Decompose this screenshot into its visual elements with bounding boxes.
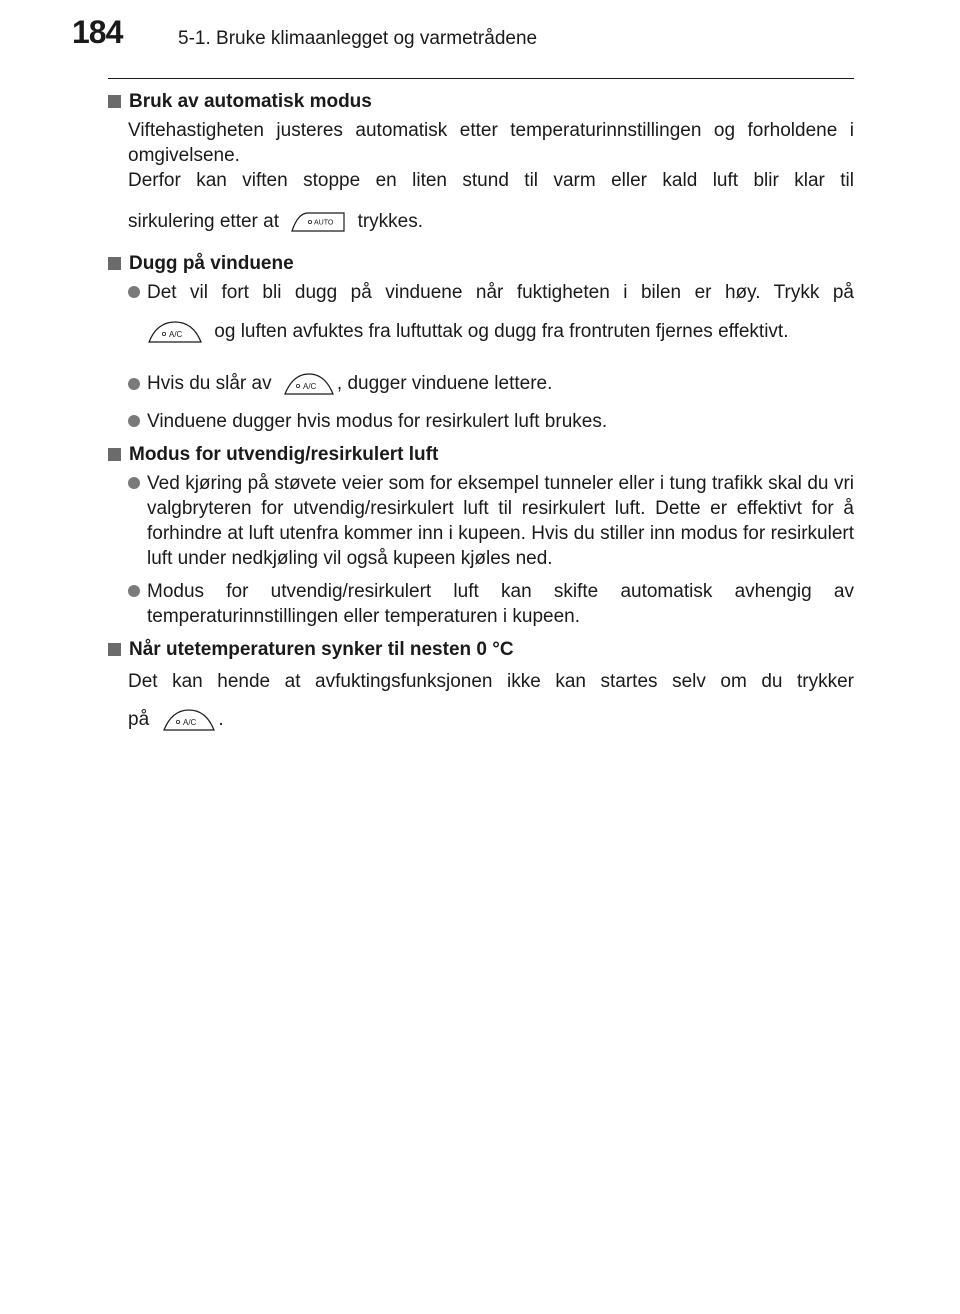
bullet-text: Hvis du slår av bbox=[147, 373, 272, 394]
heading-text: Bruk av automatisk modus bbox=[129, 91, 372, 112]
paragraph: Viftehastigheten justeres automatisk etter temperaturinnstillingen og forholdene i omgivelsene. bbox=[128, 120, 854, 166]
page-number: 184 bbox=[72, 14, 123, 50]
round-bullet-icon bbox=[128, 415, 140, 427]
heading-text: Dugg på vinduene bbox=[129, 253, 294, 274]
square-bullet-icon bbox=[108, 643, 121, 656]
square-bullet-icon bbox=[108, 95, 121, 108]
bullet-item bbox=[128, 367, 854, 401]
ac-button-label: A/C bbox=[183, 717, 197, 727]
bullet-line bbox=[147, 315, 854, 349]
section-heading bbox=[108, 89, 854, 115]
paragraph-text: . bbox=[218, 709, 224, 730]
round-bullet-icon bbox=[128, 378, 140, 390]
section-heading bbox=[108, 442, 854, 468]
bullet-item bbox=[128, 579, 854, 629]
square-bullet-icon bbox=[108, 448, 121, 461]
paragraph-text: trykkes. bbox=[357, 211, 424, 232]
auto-button-icon bbox=[290, 211, 346, 233]
paragraph: Det kan hende at avfuktingsfunksjonen ikke kan startes selv om du trykker bbox=[128, 671, 854, 692]
chapter-title: 5-1. Bruke klimaanlegget og varmetrådene bbox=[178, 28, 538, 49]
ac-button-icon bbox=[162, 708, 216, 732]
ac-button-label: A/C bbox=[169, 329, 183, 339]
square-bullet-icon bbox=[108, 257, 121, 270]
section-automatic-mode bbox=[108, 89, 854, 241]
auto-button-label: AUTO bbox=[314, 219, 334, 227]
round-bullet-icon bbox=[128, 585, 140, 597]
ac-button-icon bbox=[283, 372, 335, 396]
bullet-text: , dugger vinduene lettere. bbox=[336, 373, 553, 394]
section-zero-degrees bbox=[108, 637, 854, 738]
heading-text: Når utetemperaturen synker til nesten 0 °C bbox=[129, 639, 514, 660]
ac-button-icon bbox=[147, 320, 203, 344]
bullet-item bbox=[128, 280, 854, 349]
bullet-text: Det vil fort bli dugg på vinduene når fuktigheten i bilen er høy. Trykk på bbox=[147, 282, 854, 303]
bullet-item bbox=[128, 409, 854, 434]
round-bullet-icon bbox=[128, 477, 140, 489]
section-window-fog bbox=[108, 251, 854, 434]
page-content bbox=[108, 89, 854, 738]
paragraph-text: på bbox=[128, 709, 150, 730]
round-bullet-icon bbox=[128, 286, 140, 298]
section-air-mode bbox=[108, 442, 854, 629]
paragraph-text: sirkulering etter at bbox=[128, 211, 280, 232]
header-divider bbox=[108, 78, 854, 79]
section-heading bbox=[108, 251, 854, 277]
paragraph: Derfor kan viften stoppe en liten stund til varm eller kald luft blir klar til bbox=[128, 170, 854, 191]
paragraph bbox=[128, 203, 854, 241]
bullet-text: Modus for utvendig/resirkulert luft kan skifte automatisk avhengig av temperaturinnstillingen eller temperaturen i kupeen. bbox=[147, 581, 854, 627]
heading-text: Modus for utvendig/resirkulert luft bbox=[129, 444, 439, 465]
page-header bbox=[0, 0, 960, 80]
bullet-text: Ved kjøring på støvete veier som for eksempel tunneler eller i tung trafikk skal du vri valgbryteren for utvendig/resirkulert luft til resirkulert luft. Dette er effektivt for å forhindre at luft utenfra kommer inn i kupeen. Hvis du stiller inn modus for resirkulert luft under nedkjøling vil også kupeen kjøles ned. bbox=[147, 473, 854, 569]
paragraph bbox=[128, 702, 854, 738]
section-heading bbox=[108, 637, 854, 663]
bullet-item bbox=[128, 471, 854, 571]
ac-button-label: A/C bbox=[302, 381, 317, 391]
bullet-text: og luften avfuktes fra luftuttak og dugg fra frontruten fjernes effektivt. bbox=[214, 321, 789, 342]
bullet-text: Vinduene dugger hvis modus for resirkulert luft brukes. bbox=[147, 411, 608, 432]
